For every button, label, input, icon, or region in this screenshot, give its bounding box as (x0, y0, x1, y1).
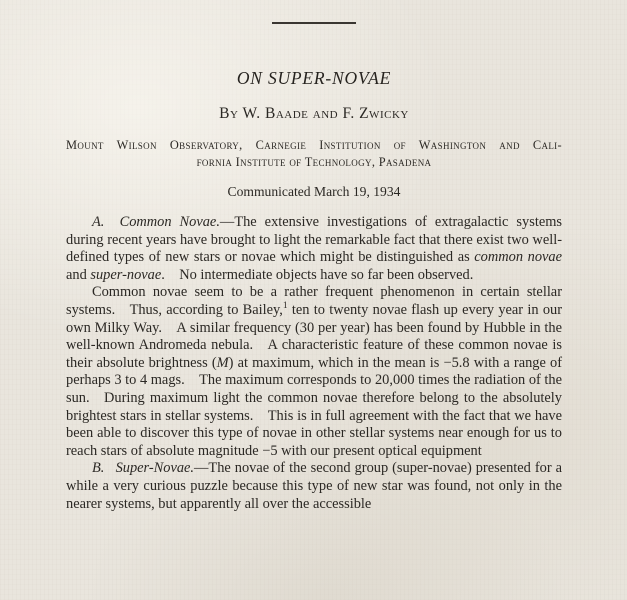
paragraph-common-novae-frequency (66, 284, 562, 460)
top-rule-container (66, 0, 562, 48)
paragraph-super-novae (66, 460, 562, 513)
term-super-novae: super-novae (90, 266, 162, 283)
section-topic-common-novae: Common Novae. (119, 214, 220, 230)
symbol-absolute-magnitude: M (216, 354, 229, 371)
section-label-a: A. (92, 214, 105, 230)
paragraph-a-text-3: . No intermediate objects have so far been observed. (161, 266, 474, 283)
affiliation-line-2: fornia Institute of Technology, Pasadena (196, 155, 432, 169)
paragraph-2-text-2: ten to twenty novae flash up every year in our own Milky Way. A similar frequency (30 per year) has been found by Hubble in the well-known Andromeda nebula. A characteristic feature of these common novae is their absolute brightness ( (66, 301, 563, 371)
section-topic-super-novae: Super-Novae. (115, 460, 195, 477)
section-label-b: B. (92, 460, 105, 477)
horizontal-rule-divider (272, 22, 356, 24)
communicated-date: Communicated March 19, 1934 (227, 184, 401, 199)
paragraph-2-text-3: ) at maximum, which in the mean is −5.8 with a range of perhaps 3 to 4 mags. The maximum corresponds to 20,000 times the radiation of the sun. During maximum light the common novae therefore belong to the absolutely brightest stars in stellar systems. This is in full agreement with the fact that we have been able to discover this type of novae in other stellar systems near enough for us to reach stars of absolute magnitude −5 with our present optical equipment (66, 354, 562, 459)
article-body (66, 214, 562, 513)
paragraph-2-text-1: Common novae seem to be a rather frequent phenomenon in certain stellar systems. Thus, according to Bailey, (66, 284, 562, 318)
paragraph-b-text-1: The novae of the second group (super-novae) presented for a while a very curious puzzle because this type of new star was found, not only in the nearer systems, but apparently all over the accessible (66, 460, 563, 512)
author-byline: By W. Baade and F. Zwicky (219, 105, 409, 122)
em-dash-b: — (194, 460, 209, 477)
affiliation-line-1: Mount Wilson Observatory, Carnegie Institution of Washington and Cali- (66, 138, 562, 152)
paragraph-a-text-2: and (66, 266, 91, 283)
author-affiliation (66, 137, 562, 171)
page-content (66, 0, 562, 513)
paragraph-common-novae (66, 214, 562, 284)
paragraph-a-text-1: The extensive investigations of extragalactic systems during recent years have brought to light the remarkable fact that there exist two well-defined types of new stars or novae which might be distinguished as (66, 214, 562, 266)
footnote-reference-1[interactable]: 1 (282, 301, 288, 312)
term-common-novae: common novae (474, 249, 562, 266)
em-dash-a: — (219, 214, 235, 230)
page-title: ON SUPER-NOVAE (236, 68, 392, 88)
